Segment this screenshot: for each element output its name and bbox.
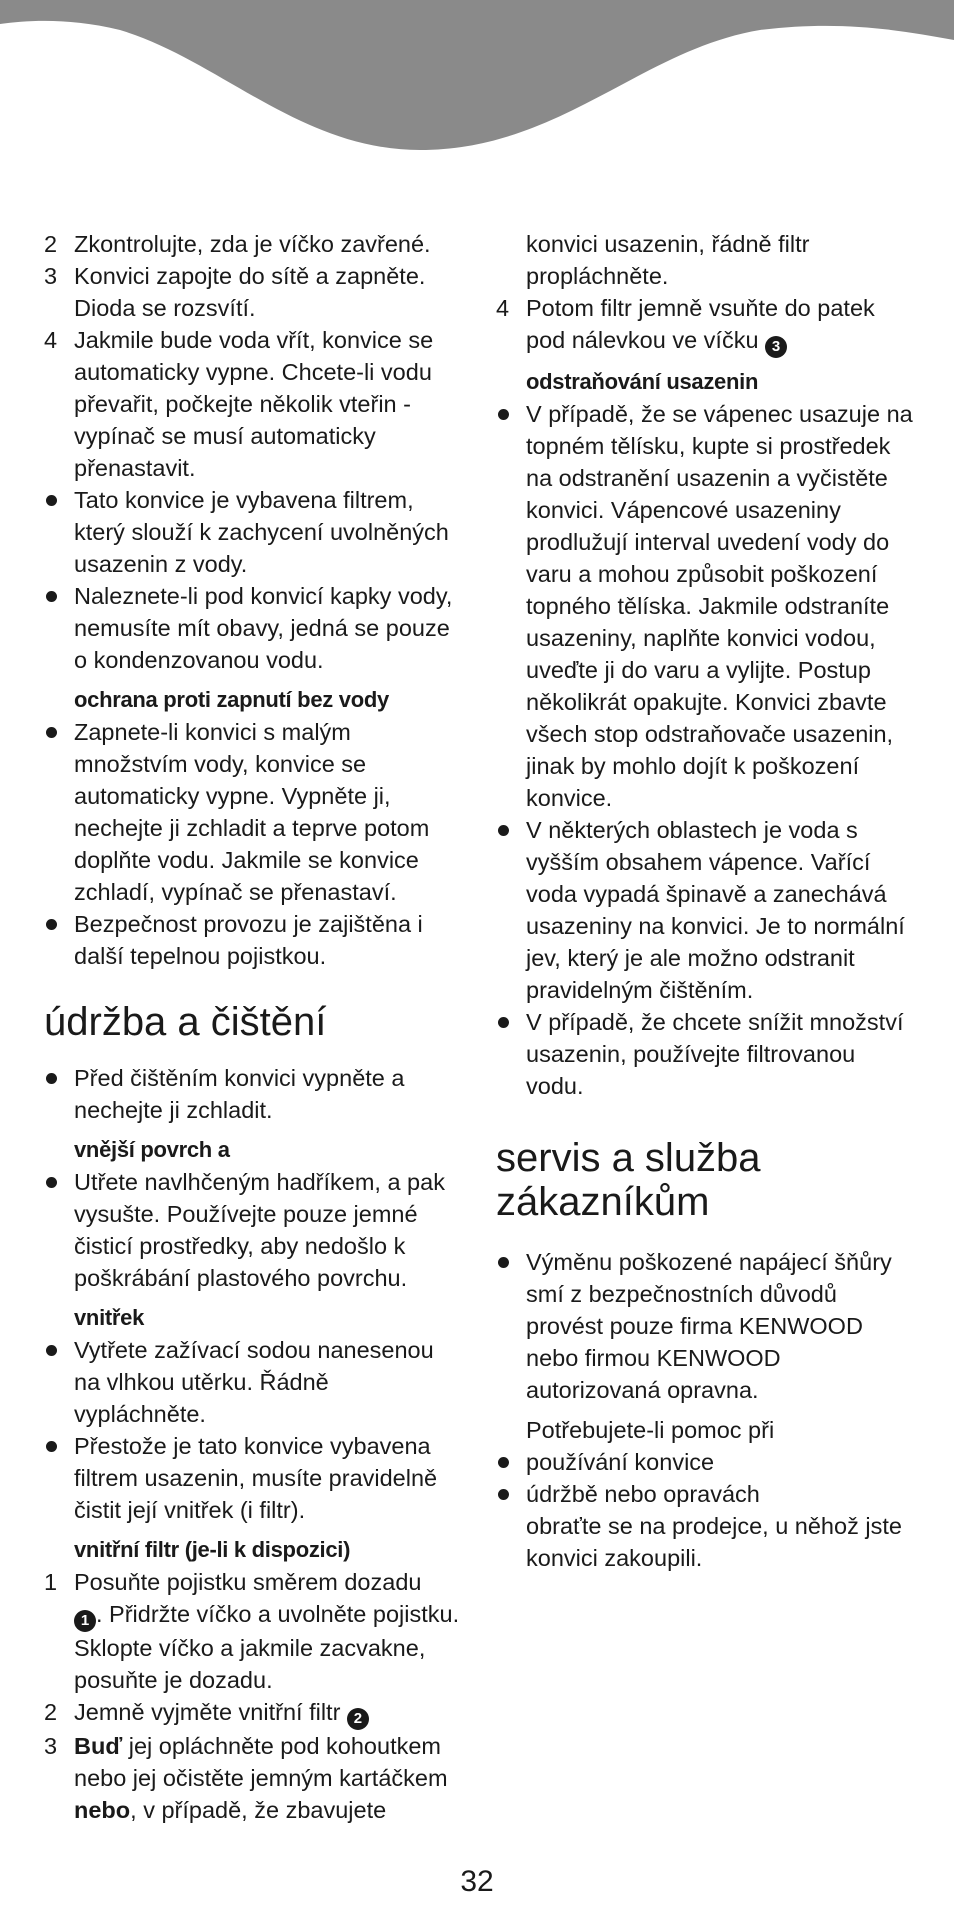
bullet-item: údržbě nebo opravách [496, 1478, 916, 1510]
bullet-icon [46, 1073, 57, 1084]
list-item: 4 Jakmile bude voda vřít, konvice se automaticky vypne. Chcete-li vodu převařit, počkejte několik vteřin - vypínač se musí automaticky přenastavit. [44, 327, 434, 481]
list-item: 4 Potom filtr jemně vsuňte do patek pod nálevkou ve víčku 3 [496, 292, 916, 358]
bullet-icon [46, 591, 57, 602]
list-item: 3 Konvici zapojte do sítě a zapněte. Dioda se rozsvítí. [44, 263, 426, 321]
bullet-item: Vytřete zažívací sodou nanesenou na vlhkou utěrku. Řádně vypláchněte. [44, 1334, 464, 1430]
section-heading: servis a služba zákazníkům [496, 1136, 761, 1224]
subheading: ochrana proti zapnutí bez vody [74, 687, 389, 712]
bullet-item: V některých oblastech je voda s vyšším obsahem vápence. Vařící voda vypadá špinavě a zanechává usazeniny na konvici. Je to normální jev, který je ale možno odstranit pravidelným čištěním. [496, 814, 916, 1006]
bullet-icon [46, 495, 57, 506]
bullet-icon [46, 919, 57, 930]
bullet-icon [498, 825, 509, 836]
bullet-icon [46, 727, 57, 738]
subheading: vnější povrch a [74, 1137, 230, 1162]
bullet-icon [498, 409, 509, 420]
list-item: 1 Posuňte pojistku směrem dozadu 1 . Přidržte víčko a uvolněte pojistku. Sklopte víčko a jakmile zacvakne, posuňte je dozadu. [44, 1569, 460, 1693]
bullet-icon [498, 1257, 509, 1268]
bullet-item: Před čištěním konvici vypněte a nechejte ji zchladit. [44, 1062, 464, 1126]
continued-text: konvici usazenin, řádně filtr propláchněte. [526, 231, 810, 289]
bullet-icon [498, 1489, 509, 1500]
closing-text: obraťte se na prodejce, u něhož jste konvici zakoupili. [526, 1513, 902, 1571]
step-1-icon: 1 [74, 1610, 96, 1632]
subheading: vnitřní filtr (je-li k dispozici) [74, 1537, 351, 1562]
page-number: 32 [460, 1865, 494, 1898]
right-column [496, 228, 916, 1574]
header-wave-decoration [0, 0, 954, 160]
bullet-item: Přestože je tato konvice vybavena filtrem usazenin, musíte pravidelně čistit její vnitřek (i filtr). [44, 1430, 464, 1526]
subheading: odstraňování usazenin [526, 369, 759, 394]
bullet-icon [46, 1177, 57, 1188]
list-item: 2 Zkontrolujte, zda je víčko zavřené. [44, 231, 431, 257]
bullet-icon [46, 1441, 57, 1452]
help-intro: Potřebujete-li pomoc při [526, 1417, 775, 1443]
bullet-item: Utřete navlhčeným hadříkem, a pak vysušte. Používejte pouze jemné čisticí prostředky, aby nedošlo k poškrábání plastového povrchu. [44, 1166, 464, 1294]
bullet-item: Zapnete-li konvici s malým množstvím vody, konvice se automaticky vypne. Vypněte ji, nechejte ji zchladit a teprve potom doplňte vodu. Jakmile se konvice zchladí, vypínač se přenastaví. [44, 716, 464, 908]
list-item: 2 Jemně vyjměte vnitřní filtr 2 [44, 1696, 464, 1730]
bullet-item: Výměnu poškozené napájecí šňůry smí z bezpečnostních důvodů provést pouze firma KENWOOD nebo firmou KENWOOD autorizovaná opravna. [496, 1246, 916, 1406]
bullet-icon [498, 1457, 509, 1468]
section-heading: údržba a čištění [44, 1000, 327, 1044]
bullet-icon [46, 1345, 57, 1356]
bullet-item: Tato konvice je vybavena filtrem, který slouží k zachycení uvolněných usazenin z vody. [44, 484, 464, 580]
step-2-icon: 2 [347, 1708, 369, 1730]
bullet-item: V případě, že chcete snížit množství usazenin, používejte filtrovanou vodu. [496, 1006, 916, 1102]
list-item: 3 Buď jej opláchněte pod kohoutkem nebo jej očistěte jemným kartáčkem nebo, v případě, že zbavujete [44, 1733, 448, 1823]
bullet-icon [498, 1017, 509, 1028]
bullet-item: Naleznete-li pod konvicí kapky vody, nemusíte mít obavy, jedná se pouze o kondenzovanou vodu. [44, 580, 464, 676]
bullet-item: V případě, že se vápenec usazuje na topném tělísku, kupte si prostředek na odstranění usazenin a vyčistěte konvici. Vápencové usazeniny prodlužují interval uvedení vody do varu a mohou způsobit poškození topného tělíska. Jakmile odstraníte usazeniny, naplňte konvici vodou, uveďte ji do varu a vylijte. Postup několikrát opakujte. Konvici zbavte všech stop odstraňovače usazenin, jinak by mohlo dojít k poškození konvice. [496, 398, 916, 814]
bullet-item: Bezpečnost provozu je zajištěna i další tepelnou pojistkou. [44, 908, 464, 972]
bullet-item: používání konvice [496, 1446, 916, 1478]
left-column [44, 228, 464, 1826]
subheading: vnitřek [74, 1305, 145, 1330]
step-3-icon: 3 [765, 336, 787, 358]
